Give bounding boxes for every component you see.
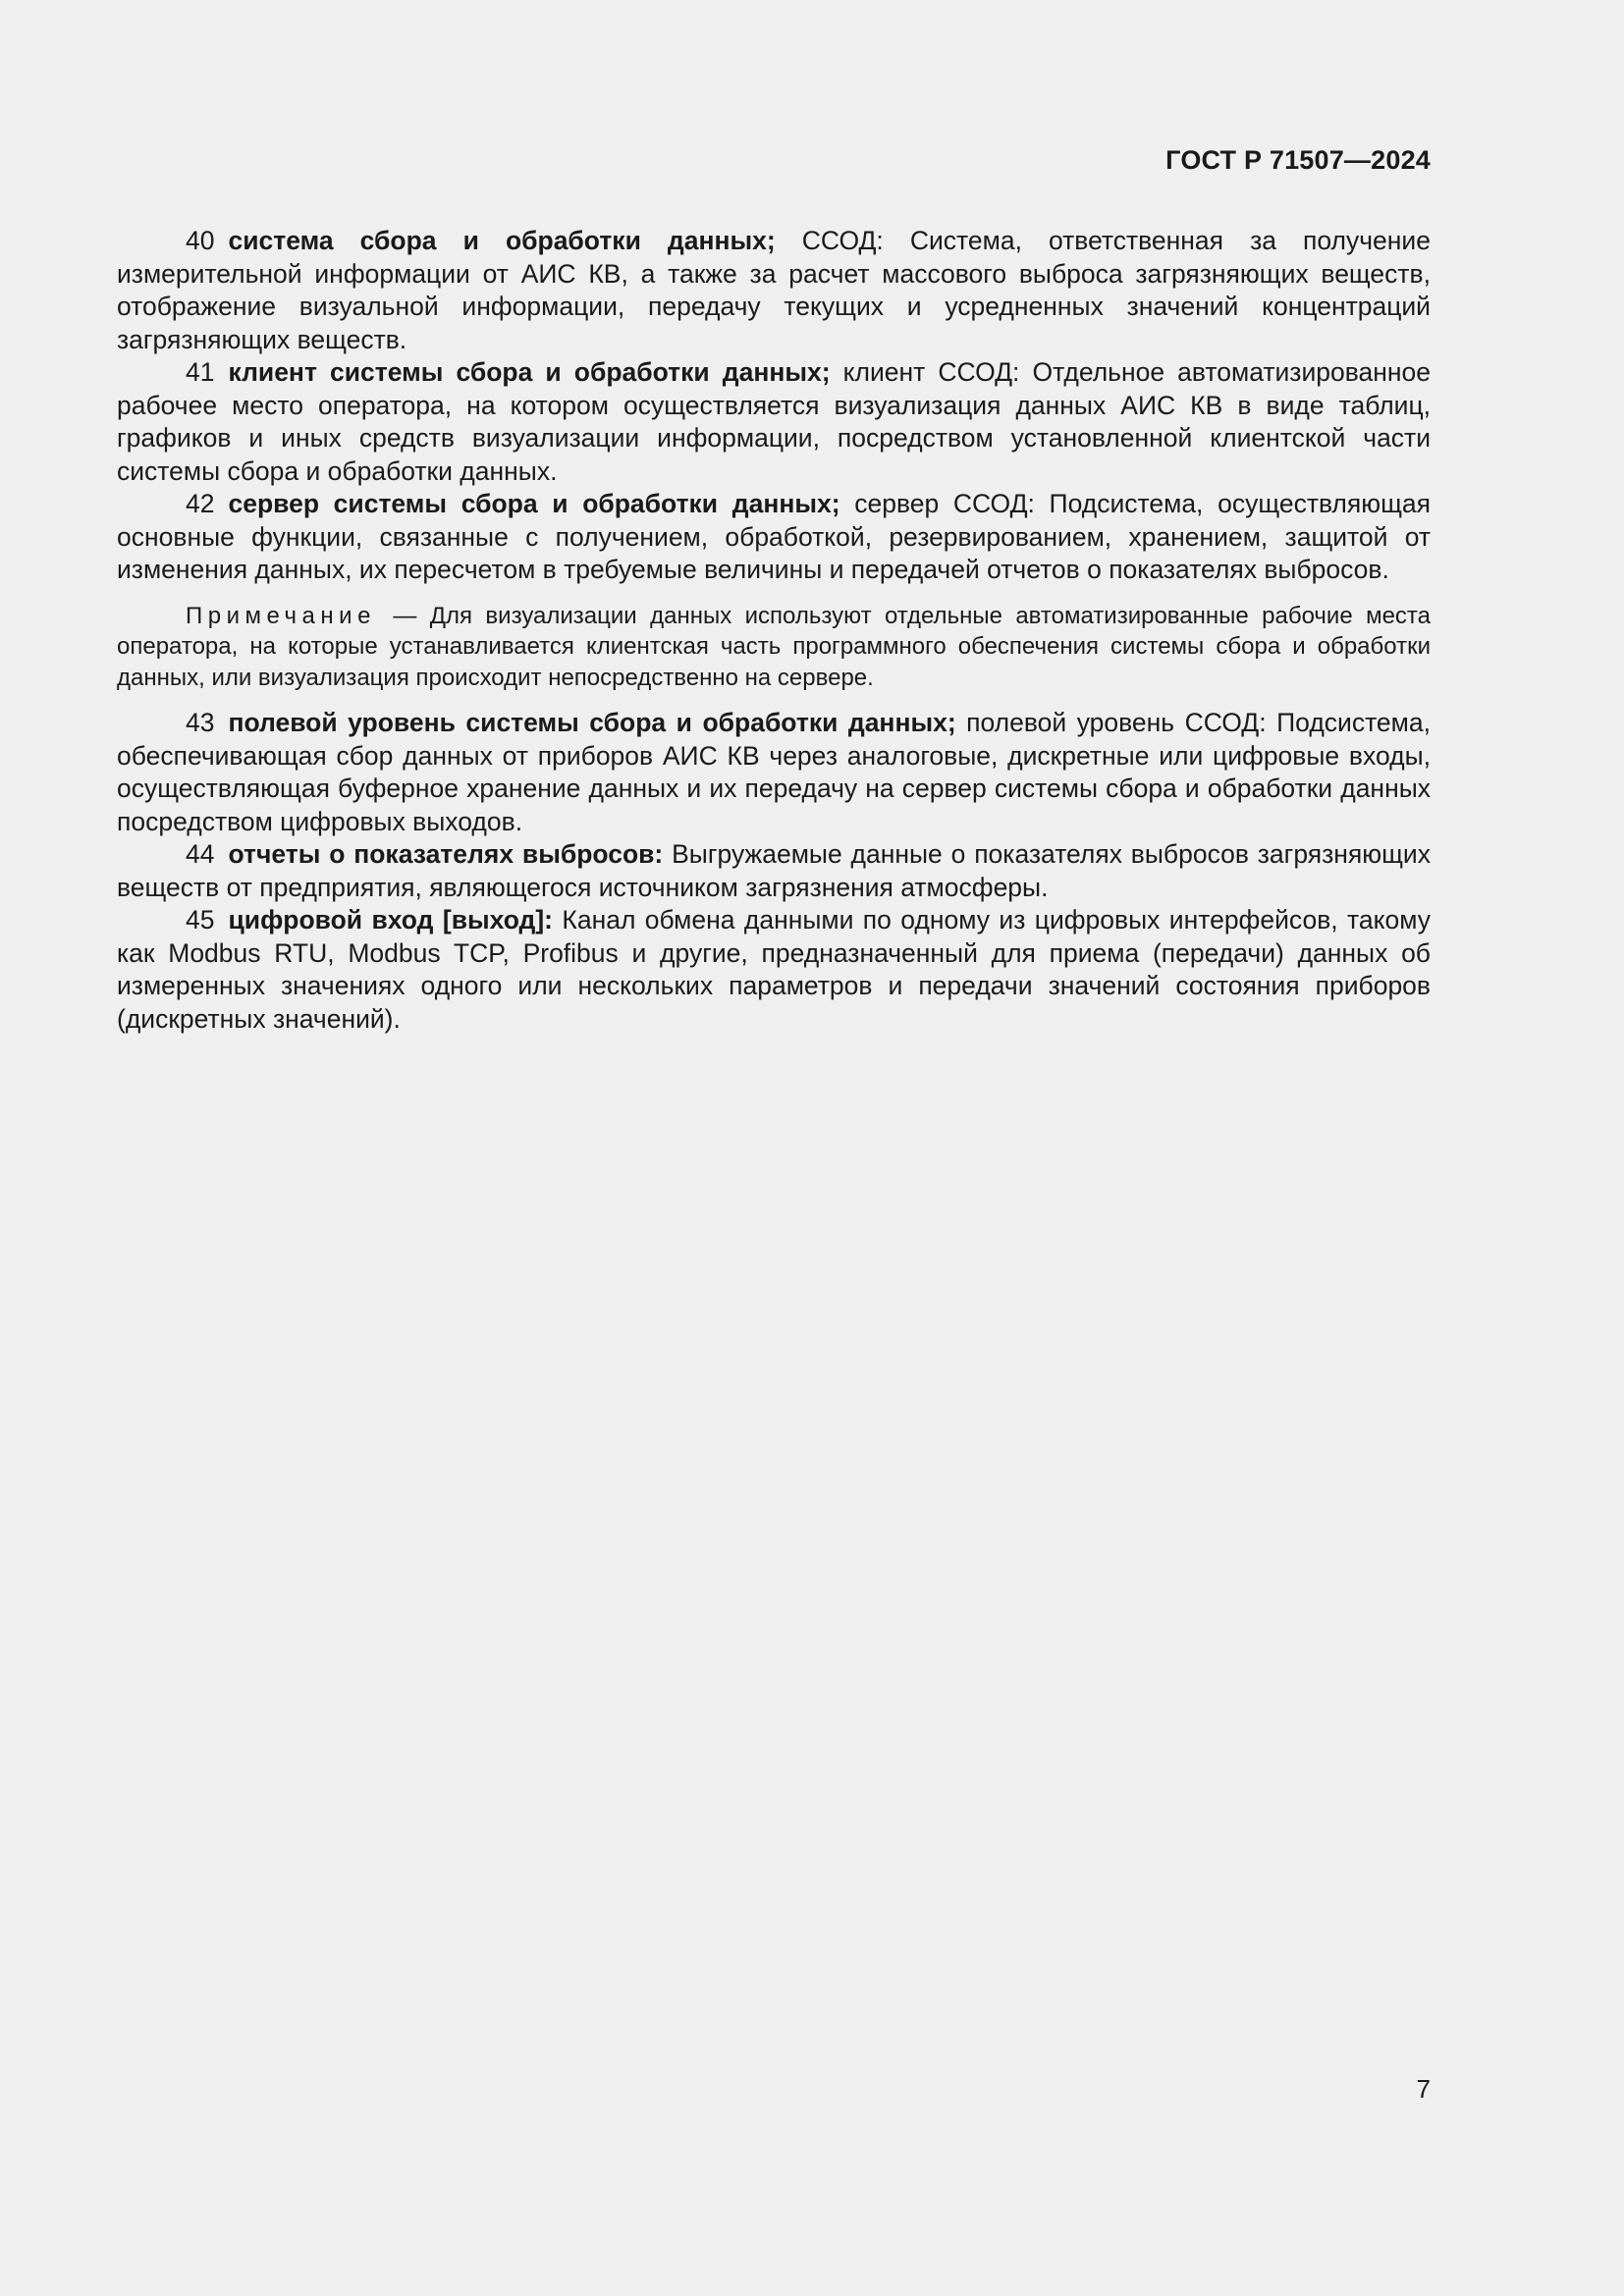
note-text: — Для визуализации данных используют отдельные автоматизированные рабочие места оператора, на которые устанавливается клиентская часть программного обеспечения системы сбора и обработки данных, или визуализация происходит непосредственно на сервере. <box>117 602 1431 691</box>
term-number: 44 <box>186 839 215 869</box>
term-entry-41 <box>117 356 1431 488</box>
term-definition: ССОД: Система, ответственная за получение измерительной информации от АИС КВ, а также за расчет массового выброса загрязняющих веществ, отображение визуальной информации, передачу текущих и усредненных значений концентраций загрязняющих веществ. <box>117 226 1431 354</box>
term-definition: Выгружаемые данные о показателях выбросов загрязняющих веществ от предприятия, являющегося источником загрязнения атмосферы. <box>117 839 1431 902</box>
term-name: система сбора и обработки данных; <box>228 226 776 255</box>
term-entry-44 <box>117 838 1431 904</box>
term-name: полевой уровень системы сбора и обработки данных; <box>228 708 956 737</box>
term-name: сервер системы сбора и обработки данных; <box>228 489 840 518</box>
term-entry-43 <box>117 707 1431 838</box>
note <box>117 601 1431 694</box>
term-entry-45 <box>117 904 1431 1036</box>
term-definition: Канал обмена данными по одному из цифровых интерфейсов, такому как Modbus RTU, Modbus TCP, Profibus и другие, предназначенный для приема (передачи) данных об измеренных значениях одного или нескольких параметров и передачи значений состояния приборов (дискретных значений). <box>117 905 1431 1034</box>
term-number: 42 <box>186 489 215 518</box>
term-definition: клиент ССОД: Отдельное автоматизированное рабочее место оператора, на котором осуществляется визуализация данных АИС КВ в виде таблиц, графиков и иных средств визуализации информации, посредством установленной клиентской части системы сбора и обработки данных. <box>117 357 1431 486</box>
note-label: Примечание <box>186 602 376 629</box>
term-name: отчеты о показателях выбросов: <box>228 839 664 869</box>
term-entry-40 <box>117 225 1431 356</box>
term-number: 41 <box>186 357 215 387</box>
term-entry-42 <box>117 488 1431 587</box>
term-name: клиент системы сбора и обработки данных; <box>228 357 831 387</box>
term-definition: полевой уровень ССОД: Подсистема, обеспечивающая сбор данных от приборов АИС КВ через аналоговые, дискретные или цифровые входы, осуществляющая буферное хранение данных и их передачу на сервер системы сбора и обработки данных посредством цифровых выходов. <box>117 708 1431 836</box>
term-number: 43 <box>186 708 215 737</box>
term-definition: сервер ССОД: Подсистема, осуществляющая основные функции, связанные с получением, обработкой, резервированием, хранением, защитой от изменения данных, их пересчетом в требуемые величины и передачей отчетов о показателях выбросов. <box>117 489 1432 584</box>
term-number: 40 <box>186 226 215 255</box>
document-body <box>117 225 1431 1036</box>
page-number: 7 <box>1416 2074 1431 2104</box>
term-number: 45 <box>186 905 215 934</box>
document-designation: ГОСТ Р 71507—2024 <box>1165 145 1431 175</box>
term-name: цифровой вход [выход]: <box>228 905 553 934</box>
